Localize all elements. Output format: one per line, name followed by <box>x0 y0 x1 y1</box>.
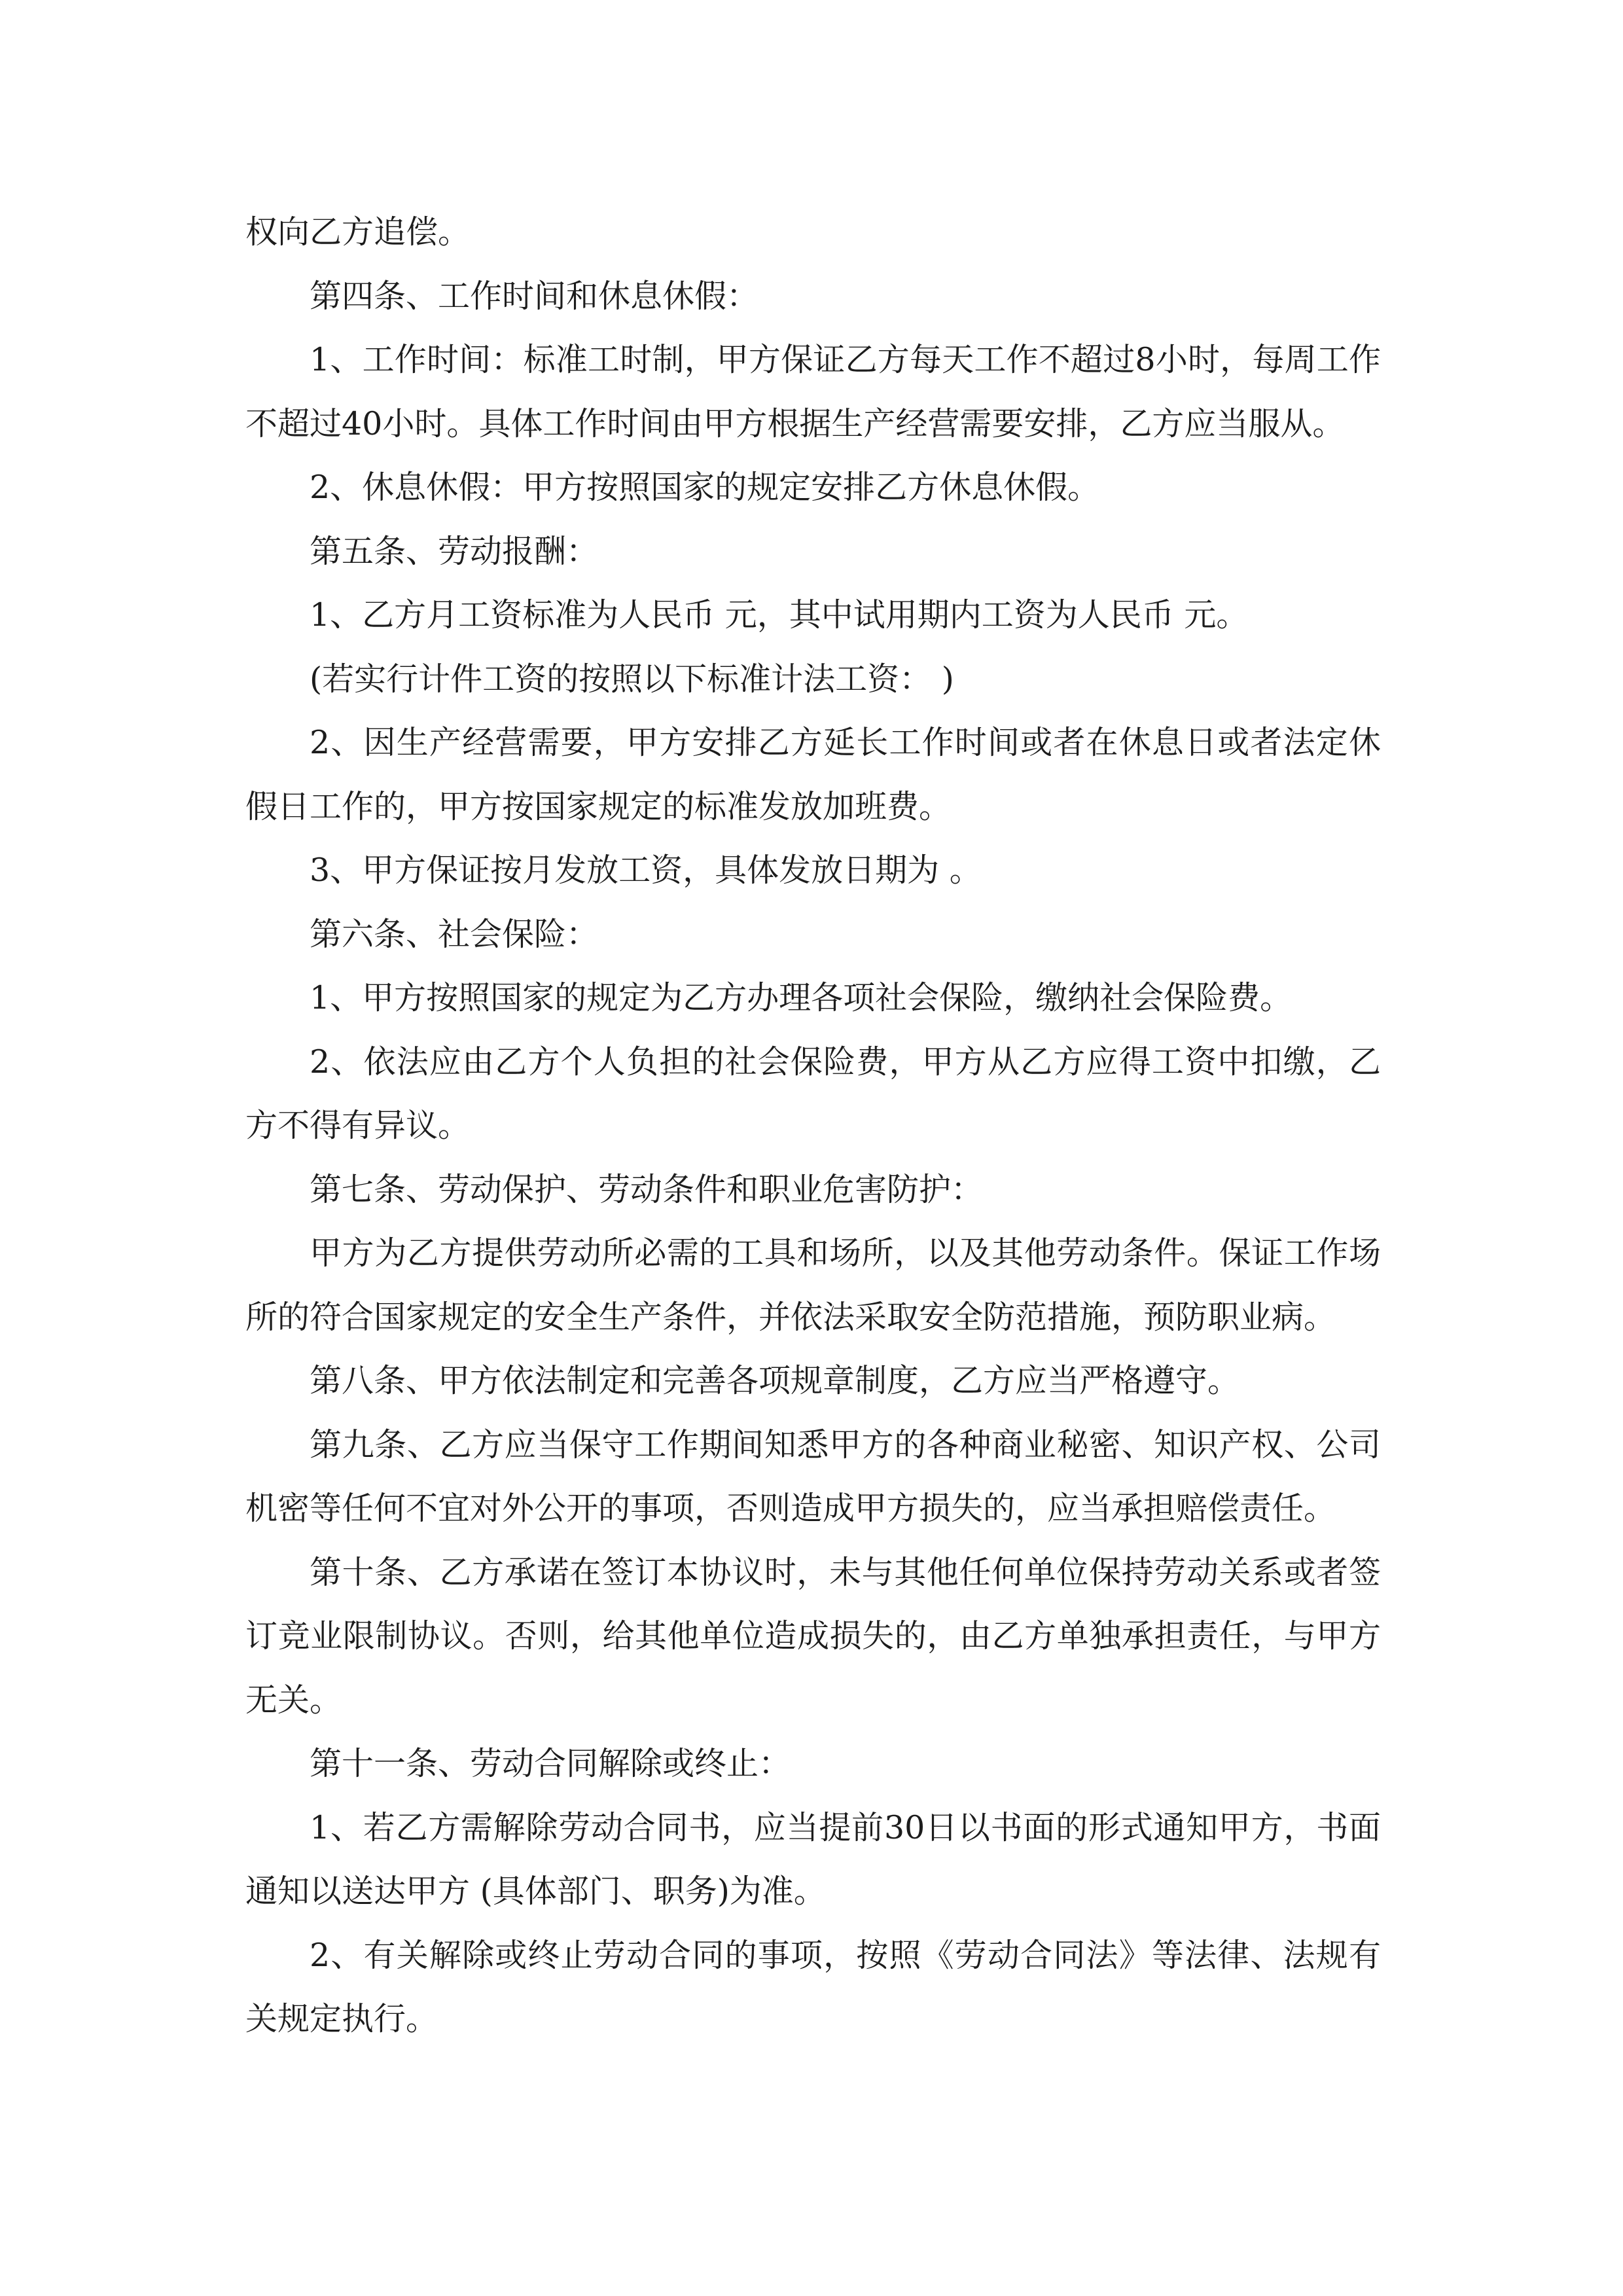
article-6-clause-2: 2、依法应由乙方个人负担的社会保险费，甲方从乙方应得工资中扣缴，乙方不得有异议。 <box>245 1043 1381 1144</box>
article-4-clause-2: 2、休息休假：甲方按照国家的规定安排乙方休息休假。 <box>310 469 1100 506</box>
article-11-clause-1: 1、若乙方需解除劳动合同书，应当提前30日以书面的形式通知甲方，书面通知以送达甲方 (具体部门、职务)为准。 <box>245 1808 1381 1910</box>
article-11-clause-2: 2、有关解除或终止劳动合同的事项，按照《劳动合同法》等法律、法规有关规定执行。 <box>245 1936 1381 2037</box>
article-5-clause-3: 3、甲方保证按月发放工资，具体发放日期为 。 <box>310 852 982 889</box>
article-5-note: (若实行计件工资的按照以下标准计法工资： ) <box>310 660 954 698</box>
article-4-heading: 第四条、工作时间和休息休假： <box>310 277 759 315</box>
article-5-heading: 第五条、劳动报酬： <box>310 532 599 570</box>
article-5-clause-2: 2、因生产经营需要，甲方安排乙方延长工作时间或者在休息日或者法定休假日工作的，甲方按国家规定的标准发放加班费。 <box>245 724 1381 825</box>
article-10: 第十条、乙方承诺在签订本协议时，未与其他任何单位保持劳动关系或者签订竞业限制协议。否则，给其他单位造成损失的，由乙方单独承担责任，与甲方无关。 <box>245 1553 1381 1719</box>
article-7-heading: 第七条、劳动保护、劳动条件和职业危害防护： <box>310 1170 984 1208</box>
article-6-clause-1: 1、甲方按照国家的规定为乙方办理各项社会保险，缴纳社会保险费。 <box>310 979 1293 1016</box>
article-7-body: 甲方为乙方提供劳动所必需的工具和场所，以及其他劳动条件。保证工作场所的符合国家规定的安全生产条件，并依法采取安全防范措施，预防职业病。 <box>245 1234 1381 1336</box>
document-body <box>245 200 1381 2051</box>
article-9: 第九条、乙方应当保守工作期间知悉甲方的各种商业秘密、知识产权、公司机密等任何不宜对外公开的事项，否则造成甲方损失的，应当承担赔偿责任。 <box>245 1426 1381 1527</box>
article-4-clause-1: 1、工作时间：标准工时制，甲方保证乙方每天工作不超过8小时，每周工作不超过40小时。具体工作时间由甲方根据生产经营需要安排，乙方应当服从。 <box>245 341 1381 442</box>
article-11-heading: 第十一条、劳动合同解除或终止： <box>310 1745 791 1782</box>
paragraph-continuation: 权向乙方追偿。 <box>245 213 471 251</box>
article-6-heading: 第六条、社会保险： <box>310 915 599 953</box>
article-8: 第八条、甲方依法制定和完善各项规章制度，乙方应当严格遵守。 <box>310 1362 1240 1399</box>
article-5-clause-1: 1、乙方月工资标准为人民币 元，其中试用期内工资为人民币 元。 <box>310 596 1249 634</box>
